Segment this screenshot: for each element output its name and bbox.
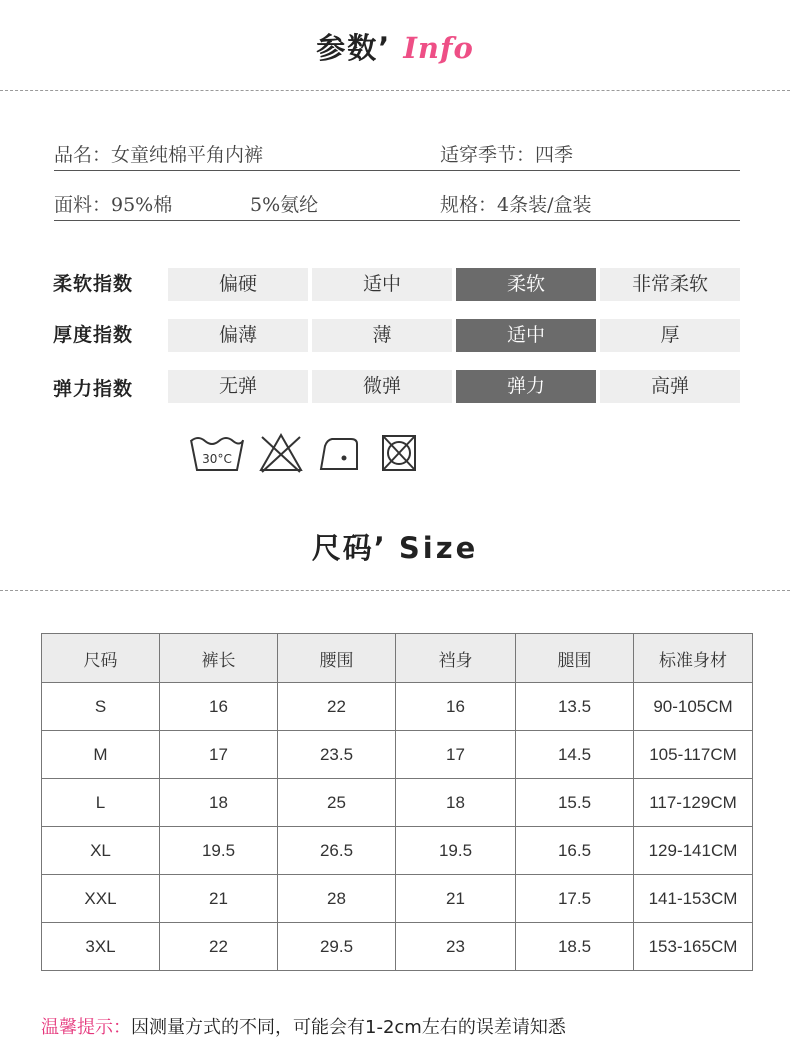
table-row [42,731,753,779]
header-leg: 腿围 [516,634,634,683]
table-cell: 14.5 [516,731,634,779]
table-cell: 18.5 [516,923,634,971]
table-cell: XXL [42,875,160,923]
table-cell: 90-105CM [634,683,753,731]
index-option: 薄 [312,319,452,352]
table-cell: 22 [160,923,278,971]
size-table [41,633,753,971]
product-name: 品名：女童纯棉平角内裤 [54,144,264,166]
index-option: 非常柔软 [600,268,740,301]
table-cell: 15.5 [516,779,634,827]
index-option: 厚 [600,319,740,352]
package-spec: 规格：4条装/盒装 [440,194,592,216]
table-cell: L [42,779,160,827]
table-cell: 23.5 [278,731,396,779]
divider [0,590,790,591]
table-cell: S [42,683,160,731]
tip-text: 因测量方式的不同，可能会有1-2cm左右的误差请知悉 [131,1017,566,1038]
table-row [42,779,753,827]
header-rise: 裆身 [396,634,516,683]
table-cell: 26.5 [278,827,396,875]
header-waist: 腰围 [278,634,396,683]
header-height: 标准身材 [634,634,753,683]
table-cell: XL [42,827,160,875]
index-option: 微弹 [312,370,452,403]
no-tumble-dry-icon [380,432,418,474]
index-option-selected: 适中 [456,319,596,352]
table-cell: 129-141CM [634,827,753,875]
index-label: 弹力指数 [53,378,134,400]
table-cell: 117-129CM [634,779,753,827]
table-cell: 21 [160,875,278,923]
info-title-en: Info [403,31,474,65]
size-section-title [0,526,790,567]
wash-temp: 30°C [202,452,232,466]
table-cell: 23 [396,923,516,971]
table-cell: 16 [396,683,516,731]
fabric-main: 面料：95%棉 [54,194,173,216]
table-cell: 141-153CM [634,875,753,923]
table-cell: 17.5 [516,875,634,923]
size-title-cn: 尺码 [311,531,374,565]
table-cell: 153-165CM [634,923,753,971]
table-cell: 29.5 [278,923,396,971]
table-cell: 3XL [42,923,160,971]
index-option-selected: 柔软 [456,268,596,301]
spec-row-1 [54,140,740,171]
iron-low-icon [318,432,362,474]
index-option-selected: 弹力 [456,370,596,403]
table-cell: 28 [278,875,396,923]
table-cell: 16 [160,683,278,731]
table-row [42,827,753,875]
table-cell: 22 [278,683,396,731]
table-cell: 105-117CM [634,731,753,779]
size-title-en: Size [398,531,479,565]
measurement-tip [41,1013,566,1039]
info-title-sep: ’ [378,31,392,65]
table-cell: 25 [278,779,396,827]
no-bleach-icon [258,432,304,474]
table-cell: 17 [160,731,278,779]
wear-season: 适穿季节：四季 [440,144,574,166]
header-length: 裤长 [160,634,278,683]
index-label: 厚度指数 [53,324,134,346]
info-title-cn: 参数 [316,31,379,65]
info-section-title [0,26,790,67]
table-row [42,875,753,923]
table-cell: 13.5 [516,683,634,731]
fabric-extra: 5%氨纶 [250,194,319,216]
table-header-row [42,634,753,683]
tip-label: 温馨提示： [41,1017,131,1038]
table-cell: 19.5 [160,827,278,875]
size-title-sep: ’ [373,531,387,565]
table-cell: 19.5 [396,827,516,875]
table-cell: 17 [396,731,516,779]
header-size: 尺码 [42,634,160,683]
table-cell: M [42,731,160,779]
index-option: 高弹 [600,370,740,403]
spec-row-2 [54,190,740,221]
index-label: 柔软指数 [53,273,134,295]
table-cell: 18 [160,779,278,827]
index-option: 偏薄 [168,319,308,352]
index-option: 偏硬 [168,268,308,301]
index-option: 无弹 [168,370,308,403]
table-row [42,683,753,731]
table-cell: 21 [396,875,516,923]
index-option: 适中 [312,268,452,301]
table-cell: 16.5 [516,827,634,875]
divider [0,90,790,91]
table-cell: 18 [396,779,516,827]
table-row [42,923,753,971]
wash-30c-icon [188,432,246,474]
